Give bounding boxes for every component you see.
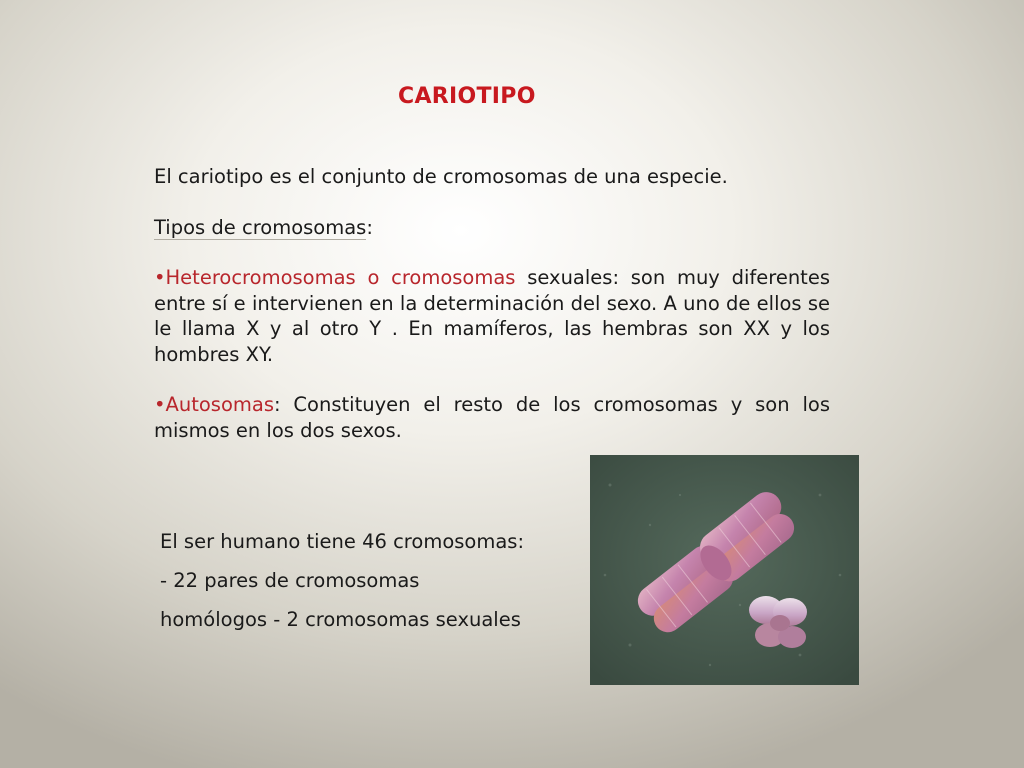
chromosome-photo — [590, 455, 859, 685]
hetero-term: Heterocromosomas o cromosomas — [165, 266, 516, 289]
hetero-paragraph — [154, 265, 830, 367]
small-chromosome — [749, 596, 807, 648]
auto-text: : Constituyen el resto de los cromosomas y son los mismos en los dos sexos. — [154, 393, 830, 442]
auto-bullet: • — [154, 393, 166, 416]
hetero-text: sexuales: son muy diferentes entre sí e intervienen en la determinación del sexo. A uno de ellos se le llama X y al otro Y . En mamíferos, las hembras son XX y los hombres XY. — [154, 266, 830, 366]
slide-title: CARIOTIPO — [398, 84, 536, 109]
auto-paragraph — [154, 392, 830, 443]
hetero-bullet: • — [154, 266, 166, 289]
types-line — [154, 215, 830, 241]
body-text — [154, 164, 830, 443]
human-chromosomes-text — [160, 522, 580, 639]
human-line-2: - 22 pares de cromosomas — [160, 569, 420, 592]
human-line-1: El ser humano tiene 46 cromosomas: — [160, 530, 525, 553]
human-line-3: homólogos - 2 cromosomas sexuales — [160, 608, 521, 631]
chromosome-illustration — [590, 455, 859, 685]
auto-term: Autosomas — [165, 393, 274, 416]
types-heading: Tipos de cromosomas — [154, 215, 367, 239]
types-colon: : — [366, 215, 373, 239]
intro-paragraph: El cariotipo es el conjunto de cromosomas de una especie. — [154, 165, 728, 188]
